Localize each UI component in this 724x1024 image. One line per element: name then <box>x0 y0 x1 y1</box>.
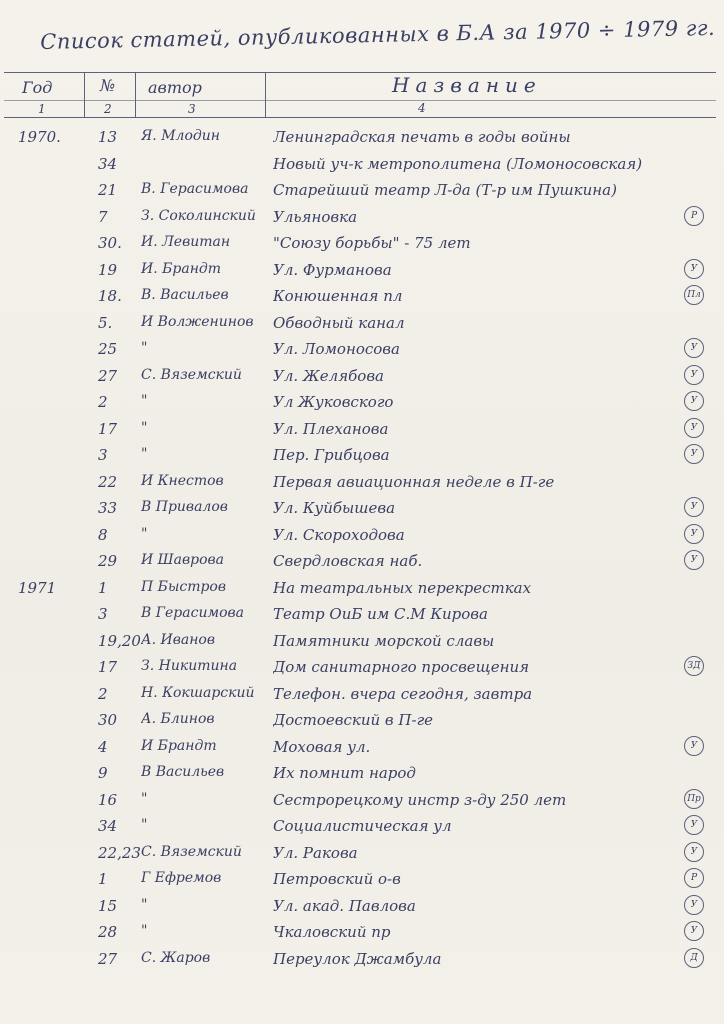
title-cell: Свердловская наб. <box>273 552 423 570</box>
number-cell: 27 <box>98 949 118 968</box>
title-cell: Дом санитарного просвещения <box>273 658 530 676</box>
number-cell: 21 <box>98 181 118 199</box>
author-cell: С. Жаров <box>141 949 211 966</box>
number-cell: 2 <box>98 393 108 411</box>
table-row <box>0 202 724 229</box>
header-mid-rule <box>4 100 716 101</box>
category-mark: У <box>684 550 704 570</box>
table-row <box>0 175 724 202</box>
category-mark: У <box>684 497 704 517</box>
table-row <box>0 467 724 494</box>
category-mark: У <box>684 365 704 385</box>
header-top-rule <box>4 72 716 73</box>
number-cell: 15 <box>98 896 118 915</box>
title-cell: Социалистическая ул <box>273 817 452 835</box>
number-cell: 34 <box>98 817 118 835</box>
title-cell: Ул. Плеханова <box>273 419 389 438</box>
title-cell: Ул Жуковского <box>273 393 394 411</box>
number-cell: 7 <box>98 207 108 226</box>
title-cell: Конюшенная пл <box>273 287 403 305</box>
author-cell: " <box>141 393 148 409</box>
column-number-3: 3 <box>188 102 196 116</box>
category-mark: У <box>684 338 704 358</box>
number-cell: 5. <box>98 313 113 332</box>
title-cell: Ул. Куйбышева <box>273 499 396 517</box>
number-cell: 2 <box>98 684 108 703</box>
category-mark: Д <box>684 948 704 968</box>
table-row <box>0 864 724 891</box>
title-cell: Пер. Грибцова <box>273 446 390 464</box>
title-cell: Новый уч-к метрополитена (Ломоносовская) <box>273 154 643 173</box>
author-cell: " <box>141 419 148 436</box>
table-row <box>0 228 724 255</box>
title-cell: Театр ОиБ им С.М Кирова <box>273 605 488 623</box>
table-row <box>0 838 724 865</box>
author-cell: И Кнестов <box>141 472 224 489</box>
year-cell: 1970. <box>18 128 61 146</box>
number-cell: 22 <box>98 472 118 491</box>
title-cell: Старейший театр Л-да (Т-р им Пушкина) <box>273 181 617 199</box>
table-row <box>0 414 724 441</box>
column-divider-3 <box>265 72 266 118</box>
number-cell: 33 <box>98 499 118 517</box>
number-cell: 17 <box>98 419 118 438</box>
table-row <box>0 944 724 971</box>
author-cell: И Волженинов <box>141 313 254 330</box>
number-cell: 3 <box>98 605 108 623</box>
number-cell: 16 <box>98 790 118 809</box>
header-bottom-rule <box>4 117 716 118</box>
category-mark: У <box>684 815 704 835</box>
author-cell: " <box>141 817 148 833</box>
number-cell: 28 <box>98 923 118 941</box>
table-row <box>0 891 724 918</box>
author-cell: З. Никитина <box>141 658 238 674</box>
title-cell: Памятники морской славы <box>273 631 495 650</box>
number-cell: 25 <box>98 340 118 358</box>
column-divider-1 <box>84 72 85 118</box>
table-row <box>0 122 724 149</box>
header-number: № <box>100 76 116 95</box>
table-row <box>0 493 724 520</box>
title-cell: На театральных перекрестках <box>273 578 532 597</box>
number-cell: 19,20 <box>98 631 141 650</box>
table-row <box>0 811 724 838</box>
table-row <box>0 573 724 600</box>
number-cell: 9 <box>98 764 108 782</box>
title-cell: Их помнит народ <box>273 764 416 782</box>
author-cell: З. Соколинский <box>141 207 256 224</box>
author-cell: И. Брандт <box>141 260 222 277</box>
column-divider-2 <box>135 72 136 118</box>
title-cell: Ул. Ломоносова <box>273 340 400 358</box>
table-row <box>0 652 724 679</box>
table-row <box>0 679 724 706</box>
article-list <box>0 122 724 970</box>
table-row <box>0 705 724 732</box>
header-name: Название <box>392 73 542 97</box>
number-cell: 30. <box>98 234 122 252</box>
title-cell: Сестрорецкому инстр з-ду 250 лет <box>273 790 567 809</box>
title-cell: Ул. акад. Павлова <box>273 896 416 915</box>
title-cell: Достоевский в П-ге <box>273 711 434 729</box>
number-cell: 17 <box>98 658 118 676</box>
table-row <box>0 758 724 785</box>
number-cell: 3 <box>98 446 108 464</box>
table-row <box>0 149 724 176</box>
column-number-4: 4 <box>418 101 426 115</box>
category-mark: У <box>684 921 704 941</box>
title-cell: Ульяновка <box>273 207 358 226</box>
table-row <box>0 387 724 414</box>
author-cell: В. Васильев <box>141 287 229 303</box>
category-mark: У <box>684 418 704 438</box>
category-mark: У <box>684 259 704 279</box>
year-cell: 1971 <box>18 578 57 597</box>
author-cell: В Привалов <box>141 499 228 515</box>
title-cell: Ул. Желябова <box>273 366 384 385</box>
author-cell: В Васильев <box>141 764 225 780</box>
table-row <box>0 361 724 388</box>
author-cell: В. Герасимова <box>141 181 249 197</box>
header-author: автор <box>148 78 202 97</box>
author-cell: А. Блинов <box>141 711 215 727</box>
category-mark: У <box>684 391 704 411</box>
number-cell: 19 <box>98 260 118 279</box>
author-cell: " <box>141 896 148 913</box>
author-cell: " <box>141 525 148 542</box>
table-row <box>0 334 724 361</box>
title-cell: Ленинградская печать в годы войны <box>273 128 571 146</box>
author-cell: А. Иванов <box>141 631 216 648</box>
author-cell: П Быстров <box>141 578 227 595</box>
title-cell: Первая авиационная неделе в П-ге <box>273 472 555 491</box>
column-number-2: 2 <box>104 102 112 116</box>
author-cell: " <box>141 446 148 462</box>
number-cell: 1 <box>98 578 108 597</box>
table-row <box>0 917 724 944</box>
title-cell: "Союзу борьбы" - 75 лет <box>273 234 471 252</box>
category-mark: У <box>684 524 704 544</box>
table-row <box>0 599 724 626</box>
number-cell: 22,23 <box>98 843 141 862</box>
title-cell: Чкаловский пр <box>273 923 391 941</box>
number-cell: 18. <box>98 287 122 305</box>
title-cell: Обводный канал <box>273 313 405 332</box>
document-title: Список статей, опубликованных в Б.А за 1970 ÷ 1979 гг. <box>40 15 716 54</box>
table-row <box>0 308 724 335</box>
title-cell: Петровский о-в <box>273 870 401 888</box>
table-row <box>0 732 724 759</box>
table-row <box>0 546 724 573</box>
author-cell: И Брандт <box>141 737 217 754</box>
author-cell: И. Левитан <box>141 234 231 250</box>
table-row <box>0 626 724 653</box>
number-cell: 8 <box>98 525 108 544</box>
category-mark: У <box>684 736 704 756</box>
category-mark: Р <box>684 206 704 226</box>
category-mark: Р <box>684 868 704 888</box>
title-cell: Ул. Ракова <box>273 843 358 862</box>
author-cell: " <box>141 340 148 356</box>
author-cell: В Герасимова <box>141 605 244 621</box>
header-year: Год <box>22 78 53 97</box>
number-cell: 29 <box>98 552 118 570</box>
number-cell: 13 <box>98 128 118 146</box>
category-mark: У <box>684 444 704 464</box>
number-cell: 34 <box>98 154 118 173</box>
number-cell: 1 <box>98 870 108 888</box>
table-row <box>0 520 724 547</box>
author-cell: " <box>141 923 148 939</box>
title-cell: Моховая ул. <box>273 737 371 756</box>
number-cell: 4 <box>98 737 108 756</box>
title-cell: Переулок Джамбула <box>273 949 442 968</box>
author-cell: С. Вяземский <box>141 366 242 383</box>
number-cell: 30 <box>98 711 118 729</box>
author-cell: И Шаврова <box>141 552 225 568</box>
author-cell: Н. Кокшарский <box>141 684 255 701</box>
title-cell: Ул. Фурманова <box>273 260 392 279</box>
category-mark: У <box>684 895 704 915</box>
table-row <box>0 281 724 308</box>
author-cell: С. Вяземский <box>141 843 242 860</box>
table-row <box>0 440 724 467</box>
author-cell: " <box>141 790 148 807</box>
table-row <box>0 255 724 282</box>
title-cell: Телефон. вчера сегодня, завтра <box>273 684 533 703</box>
category-mark: Пр <box>684 789 704 809</box>
author-cell: Я. Млодин <box>141 128 220 144</box>
category-mark: Пл <box>684 285 704 305</box>
author-cell: Г Ефремов <box>141 870 222 886</box>
title-cell: Ул. Скороходова <box>273 525 405 544</box>
category-mark: ЗД <box>684 656 704 676</box>
number-cell: 27 <box>98 366 118 385</box>
column-number-1: 1 <box>38 102 46 116</box>
table-row <box>0 785 724 812</box>
category-mark: У <box>684 842 704 862</box>
